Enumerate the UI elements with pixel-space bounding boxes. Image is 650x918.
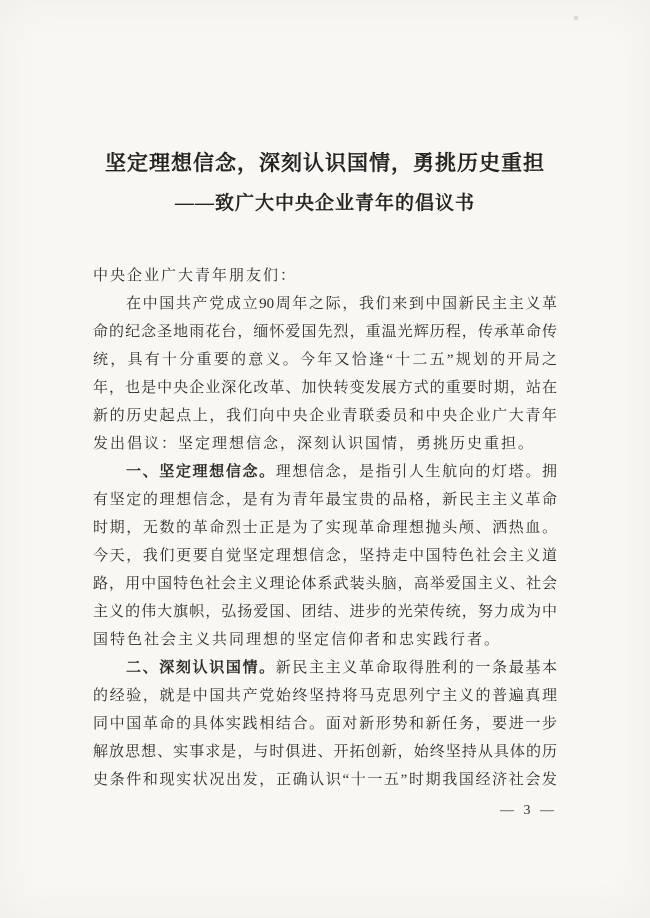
scan-speckle-artifact	[574, 16, 578, 20]
body-line	[93, 486, 557, 514]
body-text: 主义的伟大旗帜，弘扬爱国、团结、进步的光荣传统，努力成为中	[93, 604, 557, 620]
body-line	[93, 346, 557, 374]
body-text: 同中国革命的具体实践相结合。面对新形势和新任务，要进一步	[93, 716, 557, 732]
body-line	[93, 514, 557, 542]
salutation: 中央企业广大青年朋友们：	[93, 268, 298, 284]
body-line	[93, 542, 557, 570]
body-text: 理想信念，是指引人生航向的灯塔。拥	[275, 464, 557, 480]
body-text: 国特色社会主义共同理想的坚定信仰者和忠实践行者。	[93, 632, 502, 648]
body-line	[93, 374, 557, 402]
body-text: 时期，无数的革命烈士正是为了实现革命理想抛头颅、洒热血。	[93, 520, 557, 536]
section-heading: 二、深刻认识国情。	[126, 660, 276, 676]
body-text: 年，也是中央企业深化改革、加快转变发展方式的重要时期，站在	[93, 380, 557, 396]
body-text: 有坚定的理想信念，是有为青年最宝贵的品格，新民主主义革命	[93, 492, 557, 508]
body-text: 今天，我们更要自觉坚定理想信念，坚持走中国特色社会主义道	[93, 548, 557, 564]
body-line	[93, 626, 557, 654]
body-text: 新民主主义革命取得胜利的一条最基本	[275, 660, 557, 676]
body-line	[93, 458, 557, 486]
body-text: 的经验，就是中国共产党始终坚持将马克思列宁主义的普遍真理	[93, 688, 557, 704]
page-number: — 3 —	[500, 803, 557, 818]
body-line	[93, 682, 557, 710]
body-text: 史条件和现实状况出发，正确认识“十一五”时期我国经济社会发	[93, 772, 557, 788]
body-line	[93, 710, 557, 738]
body-text: 命的纪念圣地雨花台，缅怀爱国先烈，重温光辉历程，传承革命传	[93, 324, 557, 340]
body-text: 在中国共产党成立90周年之际，我们来到中国新民主主义革	[126, 296, 557, 312]
body-line	[93, 654, 557, 682]
body-line	[93, 598, 557, 626]
document-title: 坚定理想信念，深刻认识国情，勇挑历史重担	[105, 151, 545, 175]
body-text: 发出倡议：坚定理想信念，深刻认识国情，勇挑历史重担。	[93, 436, 536, 452]
section-heading: 一、坚定理想信念。	[126, 464, 276, 480]
document-body	[93, 262, 557, 794]
body-text: 统，具有十分重要的意义。今年又恰逢“十二五”规划的开局之	[93, 352, 557, 368]
body-line	[93, 430, 557, 458]
document-subtitle: ——致广大中央企业青年的倡议书	[174, 193, 475, 214]
body-line	[93, 570, 557, 598]
body-line	[93, 402, 557, 430]
body-text: 路，用中国特色社会主义理论体系武装头脑，高举爱国主义、社会	[93, 576, 557, 592]
body-line	[93, 318, 557, 346]
body-text: 解放思想、实事求是，与时俱进、开拓创新，始终坚持从具体的历	[93, 744, 557, 760]
body-text: 新的历史起点上，我们向中央企业青联委员和中央企业广大青年	[93, 408, 557, 424]
body-line	[93, 738, 557, 766]
body-line	[93, 766, 557, 794]
body-line	[93, 290, 557, 318]
